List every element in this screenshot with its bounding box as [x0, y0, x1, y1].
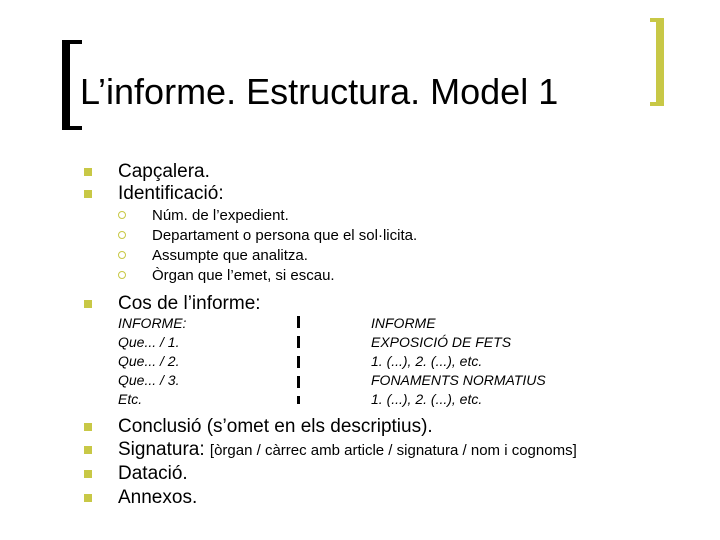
left-bracket-bar: [62, 40, 70, 130]
left-bracket-top: [62, 40, 82, 44]
signatura-detail: [òrgan / càrrec amb article / signatura / nom i cognoms]: [209, 442, 577, 459]
bullet-square-icon: [84, 494, 92, 502]
col-left-line: Que... / 2.: [118, 353, 180, 369]
col-left-line: Que... / 1.: [118, 334, 180, 350]
bullet-circle-icon: [118, 271, 126, 279]
col-right-line: 1. (...), 2. (...), etc.: [371, 391, 483, 407]
col-left-line: Etc.: [118, 391, 143, 407]
sub-item: Assumpte que analitza.: [152, 247, 308, 264]
bullet-square-icon: [84, 470, 92, 478]
bullet-square-icon: [84, 168, 92, 176]
item-identificacio: Identificació:: [118, 183, 224, 204]
left-bracket-bottom: [62, 126, 82, 130]
col-right-line: FONAMENTS NORMATIUS: [371, 372, 546, 388]
sub-item: Departament o persona que el sol·licita.: [152, 227, 418, 244]
bullet-circle-icon: [118, 251, 126, 259]
sub-item: Núm. de l’expedient.: [152, 207, 289, 224]
item-signatura: [118, 438, 577, 463]
item-cos: Cos de l’informe:: [118, 293, 261, 314]
sub-item: Òrgan que l’emet, si escau.: [152, 267, 335, 284]
item-datacio: Datació.: [118, 463, 188, 484]
right-bracket-bottom: [650, 102, 664, 106]
right-bracket-top: [650, 18, 664, 22]
col-right-line: 1. (...), 2. (...), etc.: [371, 353, 483, 369]
slide-title: L’informe. Estructura. Model 1: [80, 71, 559, 112]
column-divider: [297, 316, 300, 404]
col-left-line: INFORME:: [118, 315, 187, 331]
signatura-label: Signatura:: [118, 439, 205, 460]
column-right: [371, 314, 546, 409]
col-left-line: Que... / 3.: [118, 372, 180, 388]
bullet-square-icon: [84, 446, 92, 454]
column-left: [118, 314, 186, 409]
bullet-circle-icon: [118, 231, 126, 239]
item-annexos: Annexos.: [118, 487, 198, 508]
bullet-square-icon: [84, 190, 92, 198]
bullet-circle-icon: [118, 211, 126, 219]
item-conclusio: Conclusió (s’omet en els descriptius).: [118, 416, 433, 437]
bullet-square-icon: [84, 423, 92, 431]
col-right-line: EXPOSICIÓ DE FETS: [371, 334, 512, 350]
right-bracket-bar: [656, 18, 664, 106]
bullet-square-icon: [84, 300, 92, 308]
col-right-line: INFORME: [371, 315, 436, 331]
item-capcalera: Capçalera.: [118, 161, 210, 182]
